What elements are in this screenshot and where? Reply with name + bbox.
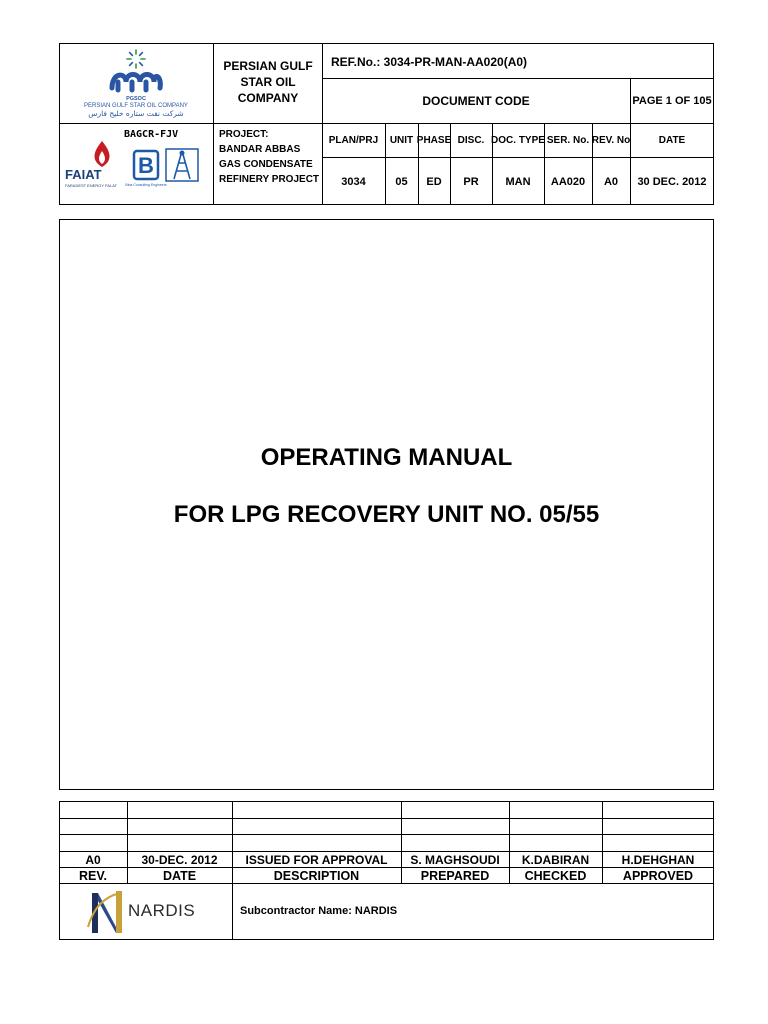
nardis-logo-icon — [84, 887, 130, 937]
company-name: PERSIAN GULF STAR OIL COMPANY — [223, 59, 313, 105]
col-rev-no: REV. No — [591, 135, 631, 146]
rev-header: REV. — [78, 868, 108, 883]
consortium-label: BAGCR-FJV — [124, 129, 179, 140]
svg-text:PGSOC: PGSOC — [126, 96, 146, 102]
project-info: PROJECT: BANDAR ABBAS GAS CONDENSATE REFINERY PROJECT — [219, 129, 320, 185]
date-header: DATE — [162, 868, 197, 883]
subcontractor-name: Subcontractor Name: NARDIS — [240, 905, 398, 917]
col-unit: UNIT — [389, 135, 414, 146]
val-unit: 05 — [395, 175, 408, 188]
ref-no: REF.No.: 3034-PR-MAN-AA020(A0) — [331, 55, 528, 69]
document-code-label: DOCUMENT CODE — [422, 94, 530, 108]
description-header: DESCRIPTION — [273, 868, 360, 883]
date-cell: 30-DEC. 2012 — [141, 852, 218, 867]
col-doc-type: DOC. TYPE — [491, 135, 545, 146]
svg-text:FARADEST ENERGY FALAT: FARADEST ENERGY FALAT — [65, 183, 118, 188]
description-cell: ISSUED FOR APPROVAL — [245, 852, 388, 867]
page-info: PAGE 1 OF 105 — [632, 95, 712, 107]
rev-cell: A0 — [85, 852, 101, 867]
nardis-logo-text: NARDIS — [128, 901, 196, 920]
pgsoc-logo — [62, 46, 210, 121]
prepared-header: PREPARED — [420, 868, 490, 883]
svg-text:B: B — [138, 153, 154, 178]
val-phase: ED — [426, 175, 442, 188]
val-rev-no: A0 — [603, 175, 619, 188]
col-date: DATE — [658, 135, 686, 146]
svg-text:FAIAT: FAIAT — [65, 167, 102, 182]
approved-cell: H.DEHGHAN — [621, 852, 695, 867]
pgsoc-logo-icon — [62, 46, 210, 121]
val-ser-no: AA020 — [550, 175, 586, 188]
checked-cell: K.DABIRAN — [521, 852, 590, 867]
partner-logos-icon — [62, 131, 212, 204]
val-doc-type: MAN — [505, 175, 531, 188]
val-disc: PR — [463, 175, 479, 188]
prepared-cell: S. MAGHSOUDI — [410, 852, 500, 867]
svg-text:PERSIAN GULF STAR OIL COMPANY: PERSIAN GULF STAR OIL COMPANY — [84, 103, 188, 109]
checked-header: CHECKED — [524, 868, 587, 883]
consortium-logos — [62, 125, 212, 204]
val-date: 30 DEC. 2012 — [637, 175, 707, 188]
col-ser-no: SER. No. — [546, 135, 590, 146]
svg-text:شرکت نفت ستاره خلیج فارس: شرکت نفت ستاره خلیج فارس — [88, 109, 184, 118]
title-line-2: FOR LPG RECOVERY UNIT NO. 05/55 — [173, 501, 600, 528]
col-disc: DISC. — [457, 135, 485, 146]
nardis-logo — [84, 887, 224, 937]
val-plan-prj: 3034 — [341, 175, 366, 188]
title-line-1: OPERATING MANUAL — [260, 444, 513, 471]
svg-text:Bina Consulting Engineers: Bina Consulting Engineers — [125, 183, 167, 187]
approved-header: APPROVED — [622, 868, 694, 883]
col-plan-prj: PLAN/PRJ — [328, 135, 379, 146]
col-phase: PHASE — [416, 135, 452, 146]
